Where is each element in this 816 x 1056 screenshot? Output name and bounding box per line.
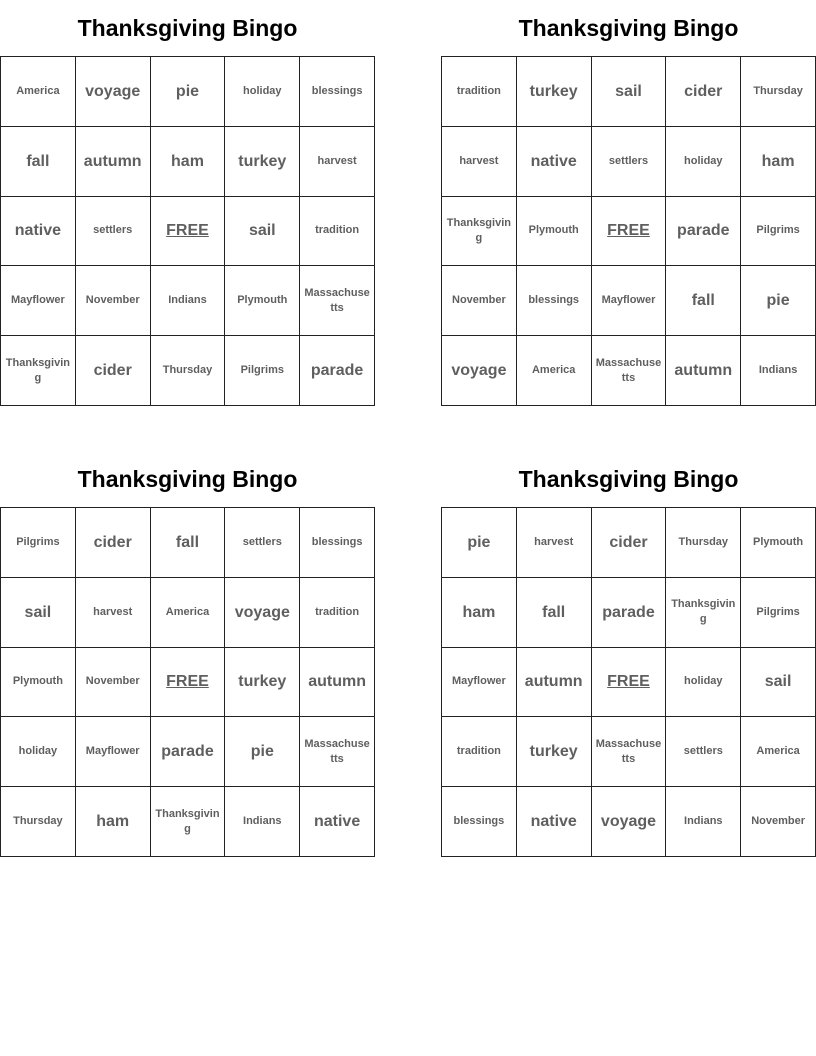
bingo-cell: Indians: [741, 336, 816, 406]
bingo-cell: November: [76, 648, 151, 718]
bingo-cell: turkey: [225, 127, 300, 197]
bingo-cell: sail: [1, 578, 76, 648]
bingo-cell: holiday: [1, 717, 76, 787]
card-title: Thanksgiving Bingo: [518, 466, 739, 492]
bingo-cell: autumn: [517, 648, 592, 718]
free-space-cell: FREE: [592, 648, 667, 718]
bingo-cell: Thanksgiving: [1, 336, 76, 406]
bingo-cell: pie: [151, 57, 226, 127]
bingo-cell: native: [1, 197, 76, 267]
bingo-cell: blessings: [442, 787, 517, 857]
bingo-cell: Thursday: [741, 57, 816, 127]
bingo-cell: Pilgrims: [741, 197, 816, 267]
bingo-cell: Thanksgiving: [442, 197, 517, 267]
bingo-cell: blessings: [517, 266, 592, 336]
bingo-cell: voyage: [442, 336, 517, 406]
bingo-cell: cider: [666, 57, 741, 127]
bingo-cell: Mayflower: [76, 717, 151, 787]
bingo-cell: November: [741, 787, 816, 857]
bingo-cell: ham: [741, 127, 816, 197]
bingo-cell: parade: [666, 197, 741, 267]
bingo-cell: turkey: [517, 717, 592, 787]
card-title: Thanksgiving Bingo: [518, 15, 739, 41]
bingo-cell: cider: [76, 508, 151, 578]
bingo-cell: ham: [76, 787, 151, 857]
bingo-cell: Massachusetts: [300, 717, 375, 787]
card-title: Thanksgiving Bingo: [77, 466, 298, 492]
bingo-cell: fall: [1, 127, 76, 197]
bingo-cell: Pilgrims: [741, 578, 816, 648]
bingo-cell: parade: [300, 336, 375, 406]
card-title: Thanksgiving Bingo: [77, 15, 298, 41]
bingo-cell: Massachusetts: [300, 266, 375, 336]
bingo-cell: Plymouth: [741, 508, 816, 578]
bingo-cell: November: [442, 266, 517, 336]
bingo-cell: tradition: [442, 717, 517, 787]
bingo-cell: pie: [225, 717, 300, 787]
bingo-cell: blessings: [300, 57, 375, 127]
bingo-cell: Plymouth: [517, 197, 592, 267]
bingo-cell: Thursday: [151, 336, 226, 406]
bingo-cell: tradition: [442, 57, 517, 127]
bingo-cell: settlers: [666, 717, 741, 787]
bingo-cell: native: [517, 127, 592, 197]
bingo-cell: parade: [592, 578, 667, 648]
bingo-cell: Thursday: [666, 508, 741, 578]
bingo-cell: Indians: [666, 787, 741, 857]
bingo-cell: Pilgrims: [1, 508, 76, 578]
bingo-cell: Massachusetts: [592, 336, 667, 406]
bingo-cell: tradition: [300, 197, 375, 267]
bingo-cell: Thanksgiving: [151, 787, 226, 857]
bingo-cell: sail: [592, 57, 667, 127]
bingo-cell: pie: [741, 266, 816, 336]
bingo-cell: Plymouth: [225, 266, 300, 336]
bingo-cell: pie: [442, 508, 517, 578]
bingo-cell: Thursday: [1, 787, 76, 857]
bingo-cell: fall: [517, 578, 592, 648]
bingo-cell: Massachusetts: [592, 717, 667, 787]
bingo-cell: holiday: [225, 57, 300, 127]
bingo-cell: America: [151, 578, 226, 648]
free-space-cell: FREE: [592, 197, 667, 267]
bingo-cell: America: [517, 336, 592, 406]
bingo-cell: Indians: [151, 266, 226, 336]
bingo-cell: sail: [225, 197, 300, 267]
bingo-grid: [0, 56, 375, 406]
bingo-cell: ham: [151, 127, 226, 197]
bingo-cell: Mayflower: [592, 266, 667, 336]
bingo-cell: voyage: [592, 787, 667, 857]
bingo-cell: voyage: [76, 57, 151, 127]
bingo-cell: November: [76, 266, 151, 336]
bingo-cell: Pilgrims: [225, 336, 300, 406]
bingo-cell: settlers: [225, 508, 300, 578]
bingo-cell: native: [517, 787, 592, 857]
bingo-cell: settlers: [592, 127, 667, 197]
bingo-cell: cider: [76, 336, 151, 406]
bingo-cell: sail: [741, 648, 816, 718]
bingo-cell: settlers: [76, 197, 151, 267]
bingo-grid: [0, 507, 375, 857]
bingo-cell: native: [300, 787, 375, 857]
bingo-cell: America: [1, 57, 76, 127]
bingo-cell: Mayflower: [442, 648, 517, 718]
bingo-cell: fall: [666, 266, 741, 336]
bingo-cell: holiday: [666, 648, 741, 718]
bingo-cell: Plymouth: [1, 648, 76, 718]
free-space-cell: FREE: [151, 197, 226, 267]
bingo-cell: voyage: [225, 578, 300, 648]
bingo-cell: autumn: [76, 127, 151, 197]
bingo-cell: parade: [151, 717, 226, 787]
bingo-cell: America: [741, 717, 816, 787]
bingo-cell: turkey: [225, 648, 300, 718]
bingo-cell: harvest: [300, 127, 375, 197]
bingo-cell: ham: [442, 578, 517, 648]
bingo-cell: fall: [151, 508, 226, 578]
bingo-cell: autumn: [666, 336, 741, 406]
bingo-cell: blessings: [300, 508, 375, 578]
bingo-cell: tradition: [300, 578, 375, 648]
bingo-cell: Mayflower: [1, 266, 76, 336]
bingo-grid: [441, 56, 816, 406]
bingo-cell: Indians: [225, 787, 300, 857]
bingo-grid: [441, 507, 816, 857]
free-space-cell: FREE: [151, 648, 226, 718]
bingo-cell: holiday: [666, 127, 741, 197]
bingo-cell: autumn: [300, 648, 375, 718]
bingo-cell: harvest: [76, 578, 151, 648]
bingo-cell: turkey: [517, 57, 592, 127]
bingo-cell: harvest: [442, 127, 517, 197]
bingo-cell: Thanksgiving: [666, 578, 741, 648]
bingo-cell: harvest: [517, 508, 592, 578]
bingo-cell: cider: [592, 508, 667, 578]
